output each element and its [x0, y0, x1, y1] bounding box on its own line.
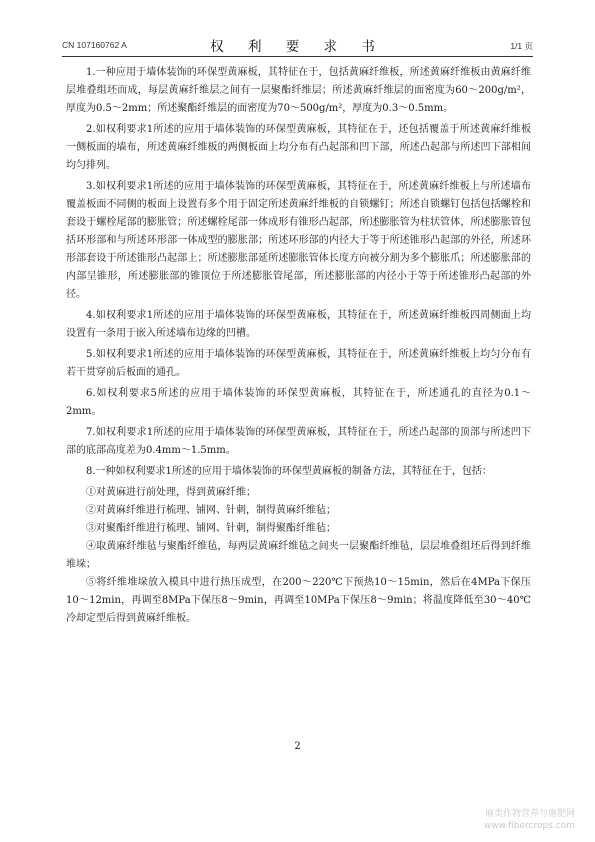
page-info: 1/1 页	[510, 41, 533, 51]
claim-4: 4.如权利要求1所述的应用于墙体装饰的环保型黄麻板，其特征在于，所述黄麻纤维板四周侧面上均设置有一条用于嵌入所述墙布边缘的凹槽。	[66, 310, 531, 339]
claim-7: 7.如权利要求1所述的应用于墙体装饰的环保型黄麻板，其特征在于，所述凸起部的顶部与所述凹下部的底部高度差为0.4mm～1.5mm。	[66, 427, 531, 456]
watermark-site-name: 麻类作物营养与施肥网	[484, 809, 575, 819]
method-step-2: ②对黄麻纤维进行梳理、铺网、针刺，制得黄麻纤维毡；	[86, 505, 336, 516]
watermark-url: www.fibercrops.com	[484, 821, 575, 831]
claim-3: 3.如权利要求1所述的应用于墙体装饰的环保型黄麻板，其特征在于，所述黄麻纤维板上与所述墙布覆盖板面不同侧的板面上设置有多个用于固定所述黄麻纤维板的自锁螺钉；所述自锁螺钉包括包括螺栓和套设于螺栓尾部的膨胀管；所述螺栓尾部一体成形有锥形凸起部，所述膨胀管为柱状管体，所述膨胀管包括环形部和与所述环形部一体成型的膨胀部；所述环形部的内径大于等于所述锥形凸起部的外径，所述环形部套设于所述锥形凸起部上；所述膨胀部延所述膨胀管体长度方向被分割为多个膨胀爪；所述膨胀部的内部呈锥形，所述膨胀部的锥顶位于所述膨胀管尾部，所述膨胀部的内径小于等于所述锥形凸起部的外径。	[66, 181, 531, 300]
document-header	[62, 34, 533, 57]
claims-body	[66, 64, 531, 628]
claim-1: 1.一种应用于墙体装饰的环保型黄麻板，其特征在于，包括黄麻纤维板，所述黄麻纤维板由黄麻纤维层堆叠组坯而成，每层黄麻纤维层之间有一层聚酯纤维层；所述黄麻纤维层的面密度为60～200g/m²，厚度为0.5～2mm；所述聚酯纤维层的面密度为70～500g/m²，厚度为0.3～0.5mm。	[66, 67, 531, 114]
method-step-1: ①对黄麻进行前处理，得到黄麻纤维；	[86, 487, 256, 498]
claim-6: 6.如权利要求5所述的应用于墙体装饰的环保型黄麻板，其特征在于，所述通孔的直径为0.1～2mm。	[66, 388, 531, 417]
page-title: 权 利 要 求 书	[210, 39, 385, 55]
method-step-5: ⑤将纤维堆垛放入模具中进行热压成型，在200～220℃下预热10～15min，然后在4MPa下保压10～12min，再调至8MPa下保压8～9min，再调至10MPa下保压8～9min；将温度降低至30～40℃冷却定型后得到黄麻纤维板。	[66, 577, 531, 624]
publication-number: CN 107160762 A	[62, 40, 127, 50]
method-step-3: ③对聚酯纤维进行梳理、铺网、针刺，制得聚酯纤维毡；	[86, 523, 336, 534]
claim-2: 2.如权利要求1所述的应用于墙体装饰的环保型黄麻板，其特征在于，还包括覆盖于所述黄麻纤维板一侧板面的墙布，所述黄麻纤维板的两侧板面上均分布有凸起部和凹下部，所述凸起部与所述凹下部相间均匀排列。	[66, 124, 531, 171]
method-step-4: ④取黄麻纤维毡与聚酯纤维毡，每两层黄麻纤维毡之间夹一层聚酯纤维毡，层层堆叠组坯后得到纤维堆垛；	[66, 541, 531, 570]
claim-8: 8.一种如权利要求1所述的应用于墙体装饰的环保型黄麻板的制备方法，其特征在于，包括：	[86, 466, 492, 477]
page-number: 2	[294, 741, 301, 752]
claim-5: 5.如权利要求1所述的应用于墙体装饰的环保型黄麻板，其特征在于，所述黄麻纤维板上均匀分布有若干贯穿前后板面的通孔。	[66, 349, 531, 378]
watermark	[484, 808, 575, 832]
